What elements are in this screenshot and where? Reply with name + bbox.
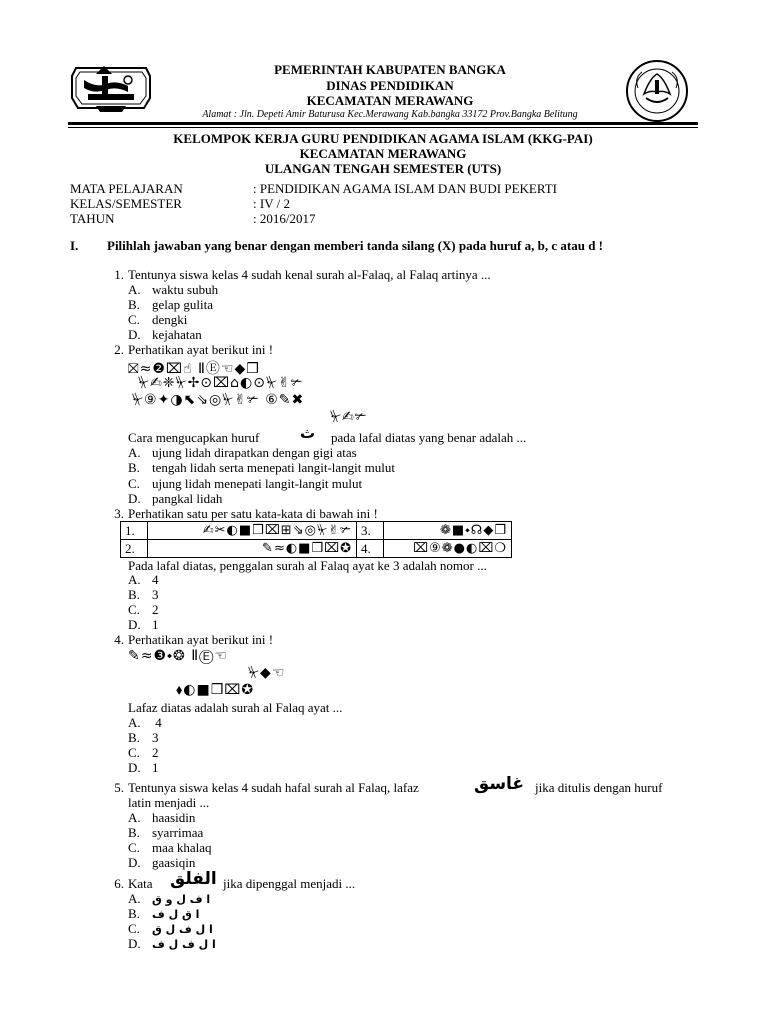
option-letter: A. [128, 891, 141, 906]
header-line-1: PEMERINTAH KABUPATEN BANGKA [274, 62, 506, 77]
subheader-line-2: KECAMATAN MERAWANG [299, 146, 467, 161]
option-row [128, 715, 162, 730]
option-text: syarrimaa [152, 825, 204, 840]
question-text-a: Tentunya siswa kelas 4 sudah hafal surah al Falaq, lafaz [128, 780, 419, 795]
option-row [128, 312, 187, 327]
verse-line: ⏧✍✃ [330, 409, 368, 425]
table-row [121, 522, 512, 540]
option-letter: D. [128, 936, 141, 951]
question-text-b: jika dipenggal menjadi ... [223, 876, 356, 891]
option-letter: A. [128, 445, 141, 460]
option-row [128, 572, 159, 587]
option-text: ا ل ف ل ف [152, 938, 216, 951]
option-letter: C. [128, 840, 140, 855]
table-cell-num: 4. [357, 540, 384, 558]
table-cell-num: 2. [121, 540, 148, 558]
section-instruction: Pilihlah jawaban yang benar dengan memberi tanda silang (X) pada huruf a, b, c atau d ! [107, 238, 604, 253]
option-row [128, 760, 159, 775]
verse-line: ⏧✍❈⏧✢⊙⌧⌂◐⊙⏧✌✃ [138, 375, 304, 391]
question-text-c: latin menjadi ... [128, 795, 210, 810]
option-row [128, 745, 159, 760]
word-table [120, 521, 512, 558]
verse-line: ⏧⑨✦◑⬉⇘◎⏧✌✃ ⑥✎✖ [132, 392, 305, 408]
question-text: Perhatikan satu per satu kata-kata di bawah ini ! [128, 506, 378, 521]
subheader-line-1: KELOMPOK KERJA GURU PENDIDIKAN AGAMA ISLAM (KKG-PAI) [173, 131, 593, 146]
option-text: gaasiqin [152, 855, 196, 870]
option-row [128, 730, 159, 745]
option-text: ا ق ل ف [152, 908, 200, 921]
option-letter: C. [128, 476, 140, 491]
option-row [128, 476, 362, 491]
table-cell-word: ⌧⑨❁●◐⌧❍ [384, 540, 512, 558]
header-line-3: KECAMATAN MERAWANG [306, 93, 474, 108]
info-label-class: KELAS/SEMESTER [70, 196, 182, 211]
option-letter: C. [128, 312, 140, 327]
option-row [128, 810, 195, 825]
option-row [128, 855, 195, 870]
question-number: 5. [114, 780, 124, 795]
option-row [128, 491, 222, 506]
option-letter: D. [128, 617, 141, 632]
option-text: ujung lidah menepati langit-langit mulut [152, 476, 363, 491]
option-text: 1 [152, 617, 159, 632]
table-cell-word: ❁■⬩☊◆❒ [384, 522, 512, 540]
option-letter: B. [128, 730, 140, 745]
option-row [128, 460, 395, 475]
option-row [128, 840, 212, 855]
header-address: Alamat : Jln. Depeti Amir Baturusa Kec.Merawang Kab.bangka 33172 Prov.Bangka Belitung [202, 109, 578, 120]
option-letter: A. [128, 715, 141, 730]
question-text: Perhatikan ayat berikut ini ! [128, 342, 274, 357]
option-letter: C. [128, 921, 140, 936]
option-text: tengah lidah serta menepati langit-langit mulut [152, 460, 395, 475]
option-row [128, 327, 202, 342]
option-text: 4 [152, 572, 159, 587]
option-text: 1 [152, 760, 159, 775]
option-text: haasidin [152, 810, 196, 825]
question-number: 6. [114, 876, 124, 891]
question-text-a: Kata [128, 876, 153, 891]
option-text: pangkal lidah [152, 491, 223, 506]
option-row [128, 297, 213, 312]
option-text: kejahatan [152, 327, 202, 342]
bangka-regency-logo [66, 58, 156, 116]
verse-line: ⛝≈❷⌧☝ ⅡⒺ☜◆❒ [128, 361, 260, 377]
header-divider-thin [68, 127, 698, 128]
option-letter: B. [128, 906, 140, 921]
option-letter: C. [128, 602, 140, 617]
question-number: 1. [114, 267, 124, 282]
option-text: gelap gulita [152, 297, 214, 312]
info-label-year: TAHUN [70, 211, 115, 226]
option-row [128, 936, 216, 952]
option-row [128, 891, 210, 907]
question-number: 3. [114, 506, 124, 521]
table-cell-num: 1. [121, 522, 148, 540]
option-row [128, 282, 218, 297]
arabic-word: الفلق [170, 869, 217, 889]
option-text: dengki [152, 312, 188, 327]
info-value-year: : 2016/2017 [253, 211, 316, 226]
table-cell-word: ✍✂◐■❒⌧⊞⇘◎⏧✌✃ [148, 522, 357, 540]
verse-line: ⏧◆☜ [248, 665, 286, 681]
arabic-word: غاسق [474, 774, 525, 794]
option-text: maa khalaq [152, 840, 212, 855]
option-row [128, 921, 213, 937]
option-letter: B. [128, 460, 140, 475]
arabic-letter: ث [300, 424, 316, 442]
option-letter: A. [128, 572, 141, 587]
option-text: 3 [152, 587, 159, 602]
question-text: Tentunya siswa kelas 4 sudah kenal surah al-Falaq, al Falaq artinya ... [128, 267, 491, 282]
table-cell-num: 3. [357, 522, 384, 540]
option-row [128, 906, 199, 922]
option-letter: A. [128, 282, 141, 297]
option-letter: B. [128, 297, 140, 312]
option-text: 2 [152, 602, 159, 617]
option-row [128, 445, 357, 460]
info-label-subject: MATA PELAJARAN [70, 181, 183, 196]
option-row [128, 617, 159, 632]
option-row [128, 587, 159, 602]
option-text: ا ف ل و ق [152, 893, 211, 906]
option-row [128, 602, 159, 617]
question-text-2: Pada lafal diatas, penggalan surah al Falaq ayat ke 3 adalah nomor ... [128, 558, 487, 573]
option-letter: C. [128, 745, 140, 760]
option-letter: D. [128, 855, 141, 870]
option-letter: D. [128, 491, 141, 506]
verse-line: ⬧◐■❒⌧✪ [176, 682, 255, 698]
option-text: 3 [152, 730, 159, 745]
section-number: I. [70, 238, 79, 253]
question-text: Perhatikan ayat berikut ini ! [128, 632, 274, 647]
option-text: ujung lidah dirapatkan dengan gigi atas [152, 445, 357, 460]
info-value-class: : IV / 2 [253, 196, 290, 211]
option-row [128, 825, 203, 840]
option-text: 4 [152, 715, 162, 730]
option-text: waktu subuh [152, 282, 219, 297]
option-letter: D. [128, 760, 141, 775]
subheader-line-3: ULANGAN TENGAH SEMESTER (UTS) [264, 161, 502, 176]
question-text-2b: pada lafal diatas yang benar adalah ... [331, 430, 527, 445]
question-number: 2. [114, 342, 124, 357]
info-value-subject: : PENDIDIKAN AGAMA ISLAM DAN BUDI PEKERTI [253, 181, 557, 196]
option-text: 2 [152, 745, 159, 760]
question-text-b: jika ditulis dengan huruf [535, 780, 663, 795]
table-row [121, 540, 512, 558]
header-line-2: DINAS PENDIDIKAN [326, 78, 454, 93]
verse-line: ✎≈❸⬩❂ ⅡⒺ☜ [128, 648, 228, 664]
option-text: ا ل ف ل ق [152, 923, 213, 936]
option-letter: B. [128, 587, 140, 602]
question-text-2: Lafaz diatas adalah surah al Falaq ayat ... [128, 700, 343, 715]
option-letter: A. [128, 810, 141, 825]
header-divider-thick [68, 122, 698, 125]
question-text-2a: Cara mengucapkan huruf [128, 430, 260, 445]
question-number: 4. [114, 632, 124, 647]
table-cell-word: ✎≈◐■❒⌧✪ [148, 540, 357, 558]
option-letter: B. [128, 825, 140, 840]
option-letter: D. [128, 327, 141, 342]
